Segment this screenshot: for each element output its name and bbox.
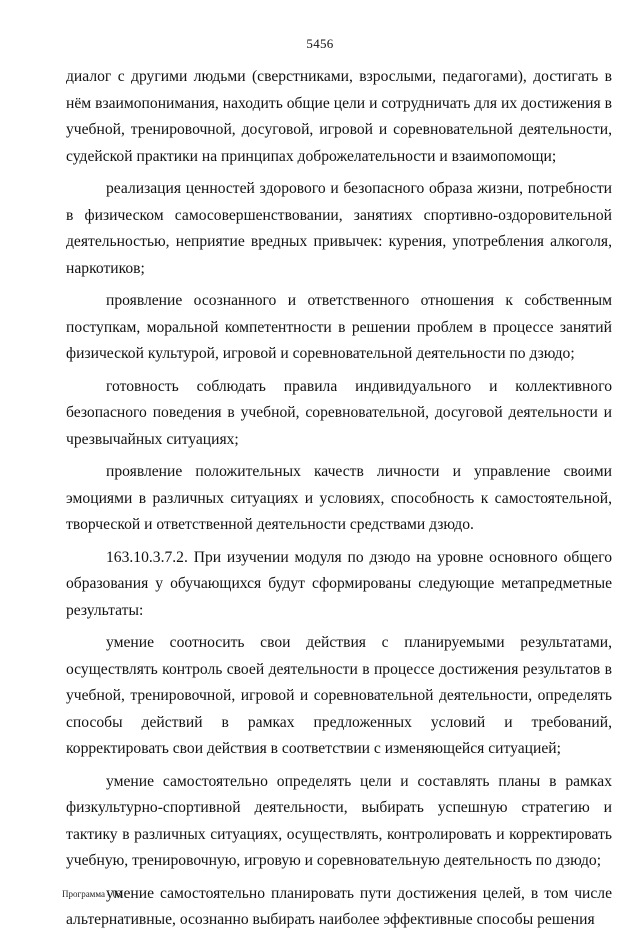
paragraph-plan-paths: умение самостоятельно планировать пути достижения целей, в том числе альтернативные, осознанно выбирать наиболее эффективные способы решения <box>66 884 612 928</box>
body-text <box>66 64 612 940</box>
paragraph-section-163: 163.10.3.7.2. При изучении модуля по дзюдо на уровне основного общего образования у обучающихся будут сформированы следующие метапредметные результаты: <box>66 548 612 619</box>
page-number: 5456 <box>306 36 334 51</box>
paragraph-responsible-attitude: проявление осознанного и ответственного отношения к собственным поступкам, моральной компетентности в решении проблем в процессе занятий физической культурой, игровой и соревновательной деятельности по дзюдо; <box>66 292 612 362</box>
paragraph-personal-qualities: проявление положительных качеств личности и управление своими эмоциями в различных ситуациях и условиях, способность к самостоятельной, творческой и ответственной деятельности средствами дзюдо. <box>66 463 612 533</box>
paragraph-define-goals: умение самостоятельно определять цели и составлять планы в рамках физкультурно-спортивной деятельности, выбирать успешную стратегию и тактику в различных ситуациях, осуществлять, контролировать и корректировать учебную, тренировочную, игровую и соревновательную деятельность по дзюдо; <box>66 772 612 869</box>
paragraph-continuation: диалог с другими людьми (сверстниками, взрослыми, педагогами), достигать в нём взаимопонимания, находить общие цели и сотрудничать для их достижения в учебной, тренировочной, досуговой, игровой и соревновательной деятельности, судейской практики на принципах доброжелательности и взаимопомощи; <box>66 68 612 165</box>
paragraph-healthy-lifestyle: реализация ценностей здорового и безопасного образа жизни, потребности в физическом самосовершенствовании, занятиях спортивно-оздоровительной деятельностью, неприятие вредных привычек: курения, употребления алкоголя, наркотиков; <box>66 180 612 277</box>
footer-program-label: Программа - 03 <box>62 889 122 899</box>
paragraph-safety-rules: готовность соблюдать правила индивидуального и коллективного безопасного поведения в учебной, соревновательной, досуговой деятельности и чрезвычайных ситуациях; <box>66 377 612 448</box>
paragraph-correlate-actions: умение соотносить свои действия с планируемыми результатами, осуществлять контроль своей деятельности в процессе достижения результатов в учебной, тренировочной, игровой и соревновательной деятельности, определять способы действий в рамках предложенных условий и требований, корректировать свои действия в соответствии с изменяющейся ситуацией; <box>66 634 612 757</box>
